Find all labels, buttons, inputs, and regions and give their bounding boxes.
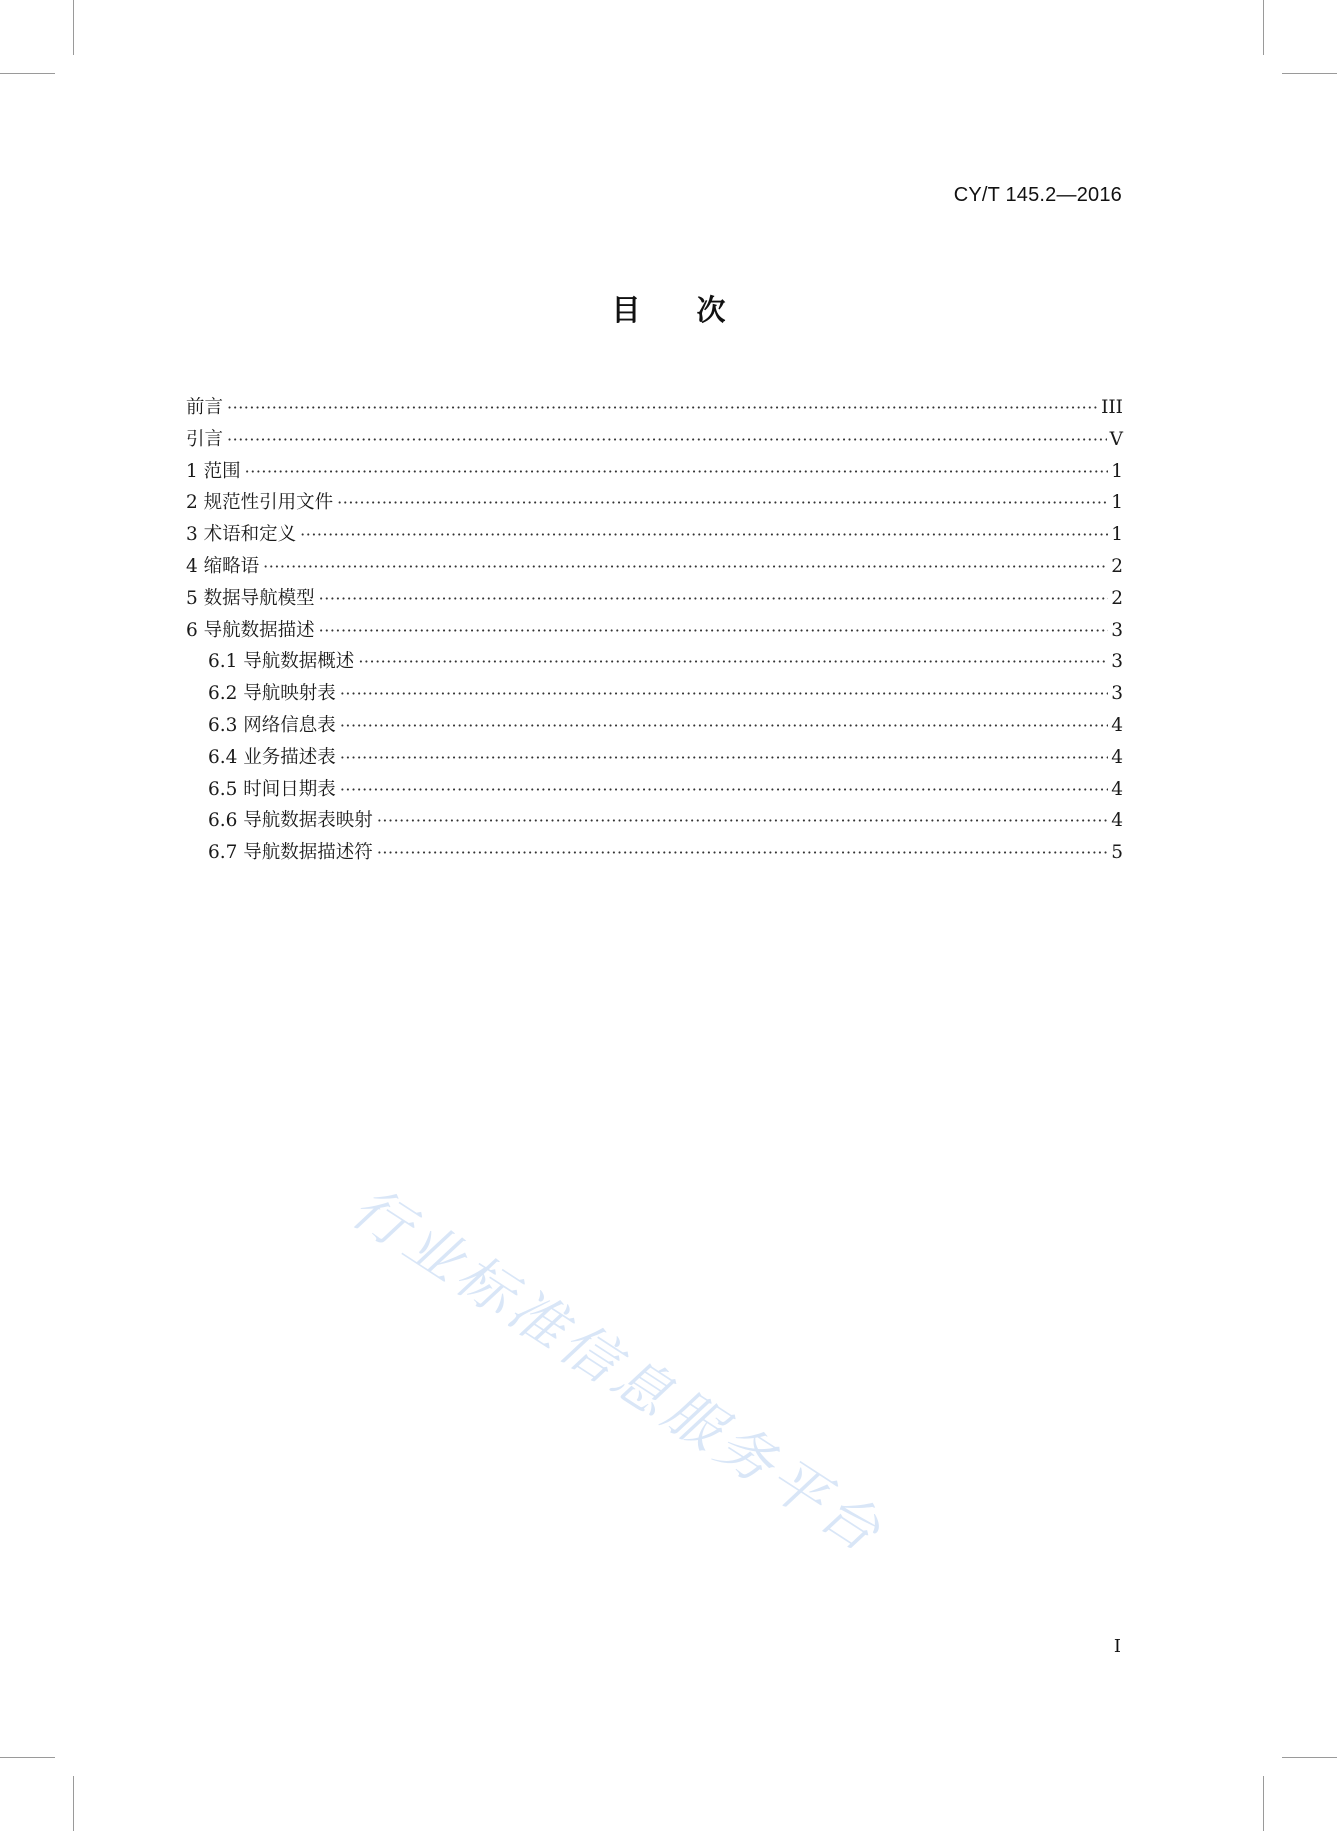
toc-entry-page: 3 (1111, 651, 1123, 673)
toc-entry-page: 4 (1111, 778, 1123, 800)
toc-entry-label: 6.6 导航数据表映射 (208, 810, 373, 832)
toc-leader-dots (263, 557, 1108, 576)
toc-leader-dots (340, 716, 1108, 735)
toc-entry-label: 6.1 导航数据概述 (208, 651, 355, 673)
toc-entry-page: 2 (1111, 555, 1123, 577)
toc-entry-page: 2 (1111, 587, 1123, 609)
crop-mark-bottom-right-horizontal (1282, 1757, 1337, 1758)
toc-entry-label: 前言 (186, 397, 224, 418)
standard-code: CY/T 145.2—2016 (953, 184, 1122, 206)
toc-leader-dots (300, 525, 1108, 544)
toc-entry-label: 2 规范性引用文件 (186, 492, 334, 514)
toc-entry[interactable] (186, 425, 1123, 457)
crop-mark-bottom-left-horizontal (0, 1757, 55, 1758)
toc-entry-page: 4 (1111, 714, 1123, 736)
crop-mark-top-left-vertical (73, 0, 74, 55)
toc-entry-label: 6.5 时间日期表 (208, 778, 336, 800)
toc-leader-dots (319, 621, 1109, 640)
toc-entry[interactable] (186, 584, 1123, 616)
toc-leader-dots (337, 493, 1108, 512)
toc-leader-dots (358, 652, 1108, 671)
toc-entry[interactable] (186, 775, 1123, 807)
toc-leader-dots (227, 398, 1098, 417)
toc-entry-label: 6 导航数据描述 (186, 619, 315, 641)
toc-entry[interactable] (186, 393, 1123, 425)
toc-entry[interactable] (186, 838, 1123, 870)
toc-entry[interactable] (186, 743, 1123, 775)
page-title: 目次 (611, 293, 782, 327)
toc-entry[interactable] (186, 552, 1123, 584)
crop-mark-top-right-horizontal (1282, 73, 1337, 74)
crop-mark-bottom-right-vertical (1263, 1776, 1264, 1831)
toc-leader-dots (377, 843, 1108, 862)
toc-leader-dots (227, 430, 1107, 449)
page-number: I (1113, 1636, 1121, 1657)
toc-entry[interactable] (186, 679, 1123, 711)
toc-entry-page: 1 (1111, 524, 1123, 546)
toc-leader-dots (340, 748, 1108, 767)
toc-entry-label: 引言 (186, 428, 224, 450)
toc-entry[interactable] (186, 711, 1123, 743)
toc-entry[interactable] (186, 520, 1123, 552)
toc-entry-page: 3 (1111, 619, 1123, 641)
table-of-contents (186, 393, 1123, 870)
toc-entry-label: 1 范围 (186, 460, 241, 482)
toc-entry-label: 5 数据导航模型 (186, 587, 315, 609)
toc-entry-label: 3 术语和定义 (186, 524, 297, 546)
toc-entry[interactable] (186, 647, 1123, 679)
toc-leader-dots (340, 780, 1108, 799)
toc-entry-page: 4 (1111, 746, 1123, 768)
toc-entry[interactable] (186, 488, 1123, 520)
toc-entry-page: 5 (1111, 842, 1123, 864)
toc-entry-label: 4 缩略语 (186, 555, 260, 577)
watermark: 行业标准信息服务平台 (340, 1175, 896, 1568)
toc-entry-page: V (1109, 428, 1123, 450)
toc-leader-dots (377, 811, 1108, 830)
toc-leader-dots (319, 589, 1109, 608)
toc-entry-label: 6.7 导航数据描述符 (208, 842, 373, 864)
toc-entry-label: 6.4 业务描述表 (208, 746, 336, 768)
toc-entry-page: 1 (1111, 492, 1123, 514)
crop-mark-top-left-horizontal (0, 73, 55, 74)
toc-entry[interactable] (186, 806, 1123, 838)
toc-leader-dots (245, 462, 1109, 481)
crop-mark-top-right-vertical (1263, 0, 1264, 55)
toc-entry-label: 6.2 导航映射表 (208, 683, 336, 705)
toc-entry-page: 3 (1111, 683, 1123, 705)
toc-entry-page: 4 (1111, 810, 1123, 832)
toc-leader-dots (340, 684, 1108, 703)
toc-entry-page: III (1101, 397, 1123, 418)
toc-entry[interactable] (186, 457, 1123, 489)
crop-mark-bottom-left-vertical (73, 1776, 74, 1831)
toc-entry-page: 1 (1111, 460, 1123, 482)
toc-entry[interactable] (186, 616, 1123, 648)
toc-entry-label: 6.3 网络信息表 (208, 714, 336, 736)
